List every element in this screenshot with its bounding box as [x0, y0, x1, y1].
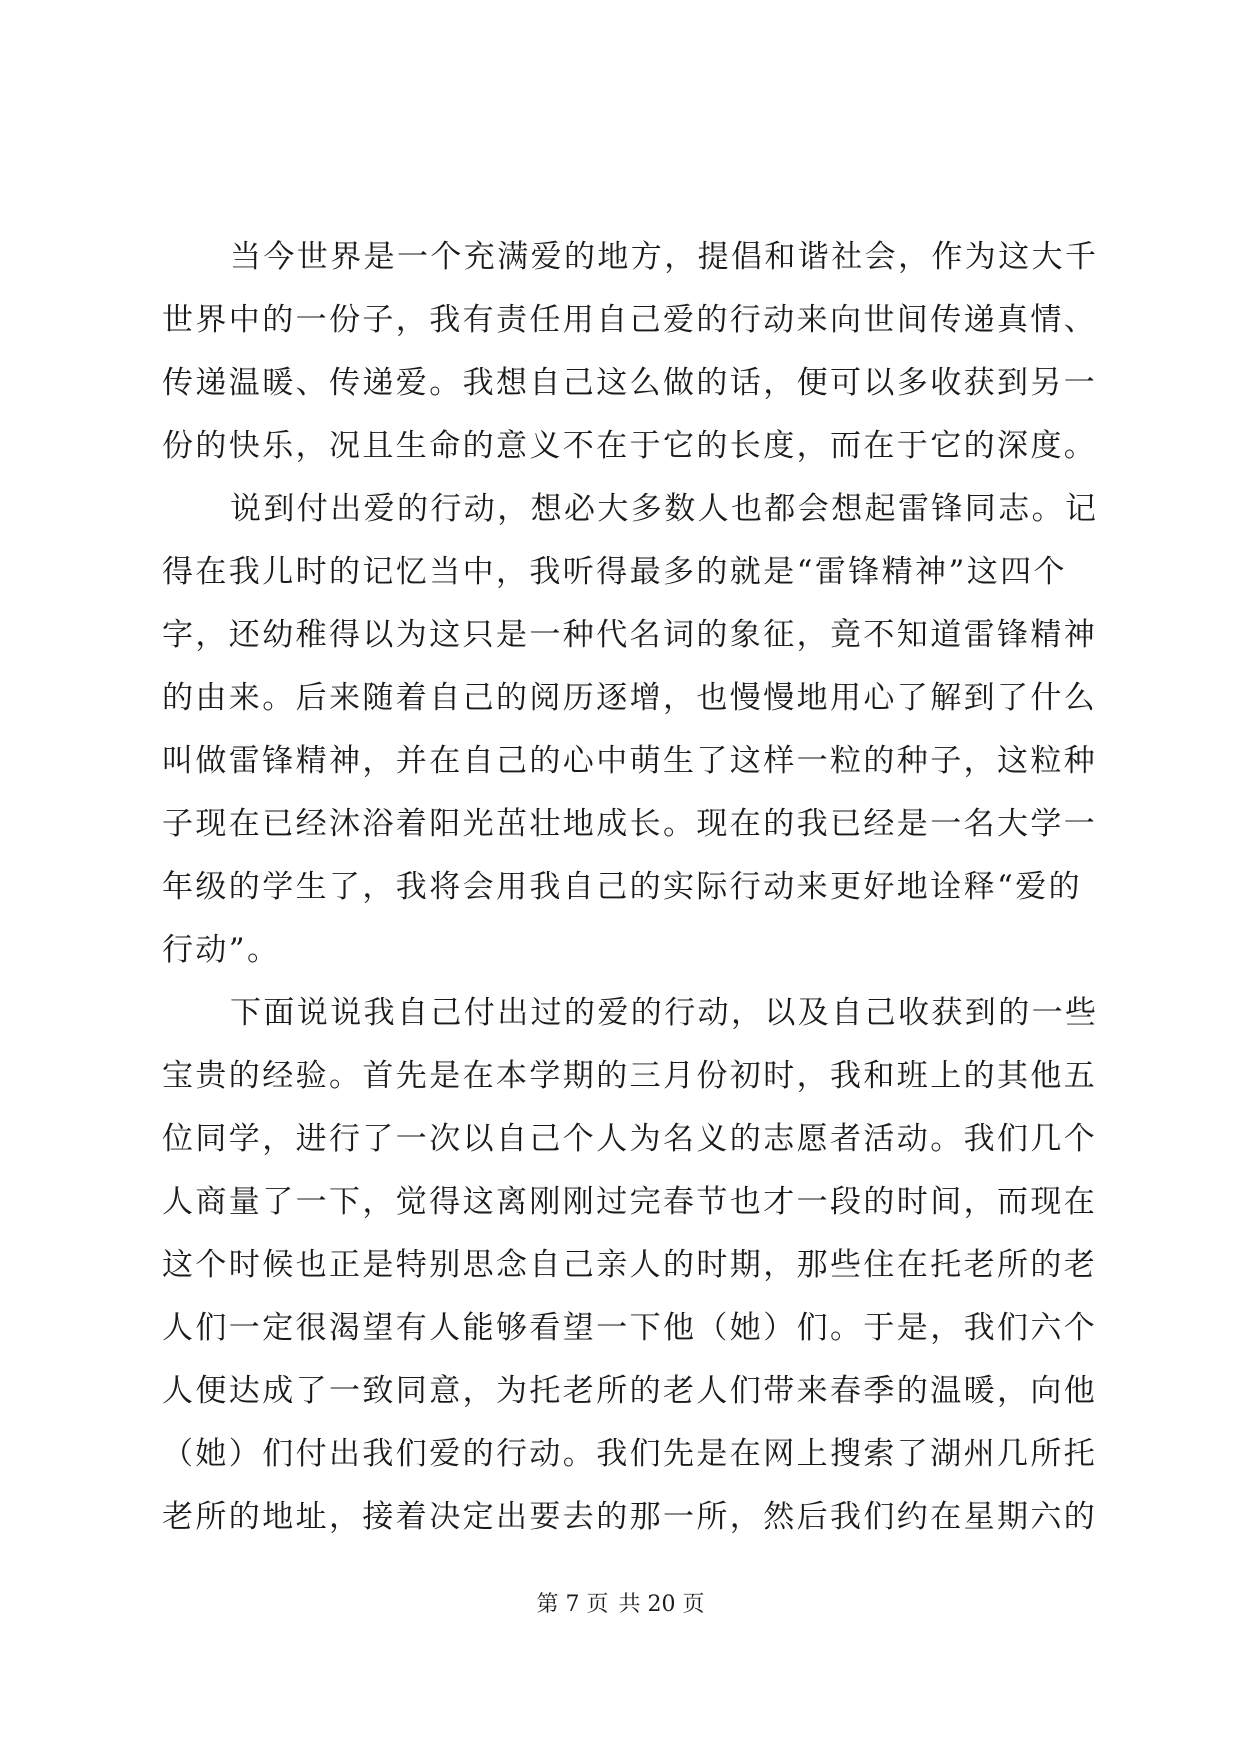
paragraph-1	[162, 226, 1099, 478]
text-line: 叫做雷锋精神，并在自己的心中萌生了这样一粒的种子，这粒种	[162, 743, 1098, 779]
text-line: 说到付出爱的行动，想必大多数人也都会想起雷锋同志。记	[230, 491, 1099, 527]
text-line: 位同学，进行了一次以自己个人为名义的志愿者活动。我们几个	[162, 1121, 1098, 1157]
text-line: 传递温暖、传递爱。我想自己这么做的话，便可以多收获到另一	[162, 365, 1098, 401]
paragraph-3	[162, 982, 1099, 1549]
page-total: 共 20 页	[618, 1592, 705, 1617]
text-line: 人便达成了一致同意，为托老所的老人们带来春季的温暖，向他	[162, 1373, 1098, 1409]
text-line: 的由来。后来随着自己的阅历逐增，也慢慢地用心了解到了什么	[162, 680, 1098, 716]
text-line: 子现在已经沐浴着阳光茁壮地成长。现在的我已经是一名大学一	[162, 806, 1098, 842]
text-line: 份的快乐，况且生命的意义不在于它的长度，而在于它的深度。	[162, 428, 1098, 464]
document-body	[162, 226, 1099, 1549]
text-line: 老所的地址，接着决定出要去的那一所，然后我们约在星期六的	[162, 1499, 1098, 1535]
text-line: 得在我儿时的记忆当中，我听得最多的就是“雷锋精神”这四个	[162, 554, 1067, 590]
text-line: 这个时候也正是特别思念自己亲人的时期，那些住在托老所的老	[162, 1247, 1098, 1283]
text-line: 字，还幼稚得以为这只是一种代名词的象征，竟不知道雷锋精神	[162, 617, 1098, 653]
text-line: 人商量了一下，觉得这离刚刚过完春节也才一段的时间，而现在	[162, 1184, 1098, 1220]
text-line: 世界中的一份子，我有责任用自己爱的行动来向世间传递真情、	[162, 302, 1098, 338]
paragraph-2	[162, 478, 1099, 982]
text-line: （她）们付出我们爱的行动。我们先是在网上搜索了湖州几所托	[162, 1436, 1098, 1472]
text-line: 年级的学生了，我将会用我自己的实际行动来更好地诠释“爱的	[162, 869, 1083, 905]
text-line: 下面说说我自己付出过的爱的行动，以及自己收获到的一些	[230, 995, 1099, 1031]
text-line: 宝贵的经验。首先是在本学期的三月份初时，我和班上的其他五	[162, 1058, 1098, 1094]
page-number: 第 7 页	[536, 1592, 609, 1617]
page-footer	[0, 1590, 1241, 1620]
text-line: 人们一定很渴望有人能够看望一下他（她）们。于是，我们六个	[162, 1310, 1098, 1346]
text-line: 行动”。	[162, 932, 281, 968]
text-line: 当今世界是一个充满爱的地方，提倡和谐社会，作为这大千	[230, 239, 1099, 275]
